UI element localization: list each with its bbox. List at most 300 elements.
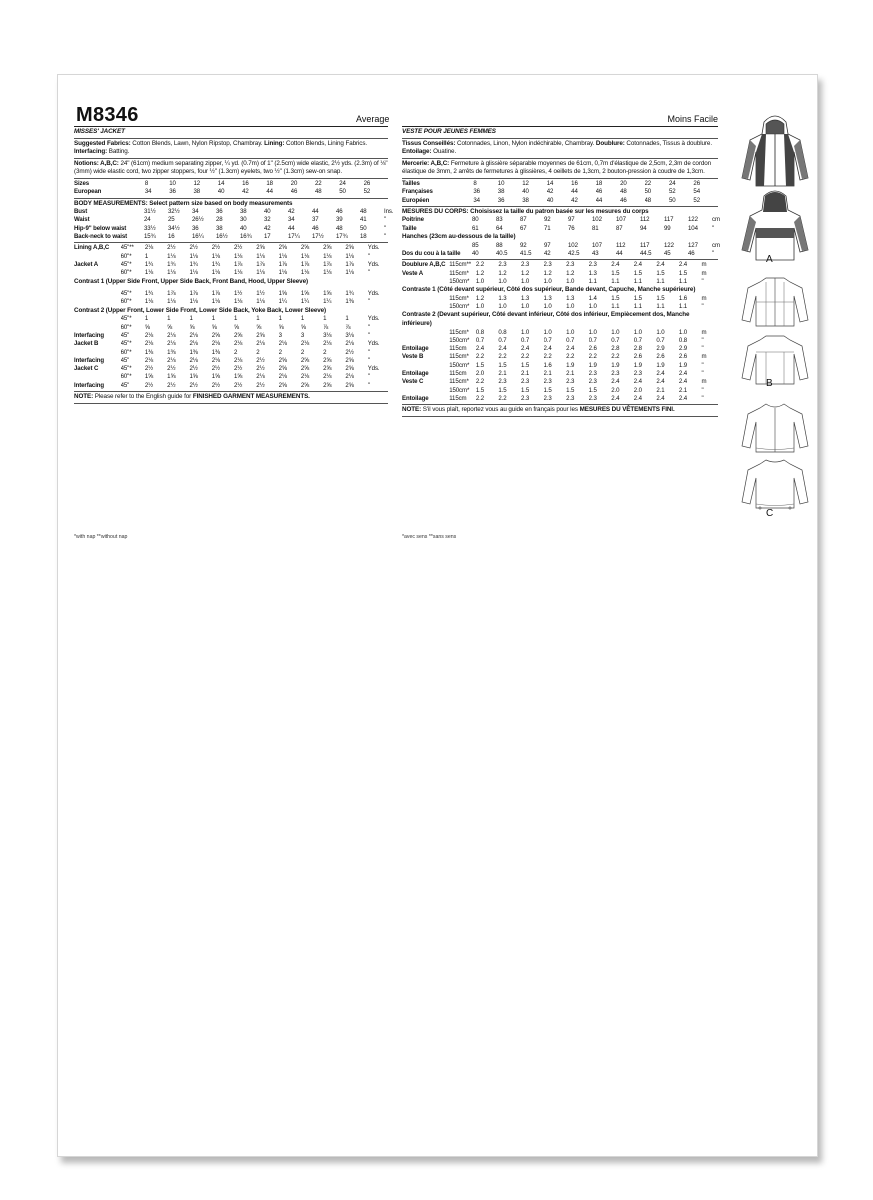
table-cell: 42.5	[568, 249, 580, 257]
table-row	[74, 233, 404, 241]
table-row	[74, 208, 404, 216]
table-cell: Yds.	[367, 260, 380, 268]
table-cell: 1.1	[656, 277, 665, 285]
table-row	[402, 225, 732, 233]
table-cell: cm	[712, 241, 720, 249]
table-cell: 1¾	[211, 260, 220, 268]
french-title: VESTE POUR JEUNES FEMMES	[402, 128, 496, 135]
table-cell: 1.1	[588, 277, 597, 285]
table-cell: 2.2	[566, 353, 575, 361]
table-cell: 1⅛	[211, 252, 220, 260]
table-cell: 54	[693, 188, 700, 196]
english-notions: Notions: A,B,C: 24" (61cm) medium separating zipper, ¼ yd. (0.7m) of 1" (2.5cm) wide elastic, 2½ yds. (2.3m) of ⅛" (3mm) wide elastic cord, two zipper stoppers, four ½" (1.3cm) eyelets, two ½" (1.3cm) sew-on snap.	[74, 159, 388, 176]
french-note: NOTE: S'il vous plaît, reportez vous au guide en français pour les MESURES DU VÊTEMENTS FINI.	[402, 406, 675, 414]
view-label-b: B	[766, 378, 773, 389]
table-cell: 2⅛	[167, 356, 176, 364]
table-row	[402, 188, 718, 196]
table-cell: "	[367, 323, 370, 331]
table-cell: 1.0	[520, 303, 530, 311]
table-cell: 2½	[189, 244, 198, 252]
table-cell: 1⅛	[167, 269, 176, 277]
table-cell: 60"*	[120, 323, 132, 331]
table-cell: m	[701, 294, 707, 302]
table-cell: 2½	[234, 244, 243, 252]
table-cell: 2½	[211, 244, 220, 252]
table-cell: 2	[300, 348, 305, 356]
table-cell: 1⅜	[211, 348, 220, 356]
table-cell: 16¼	[192, 233, 204, 241]
table-row	[74, 332, 388, 340]
table-cell: 2.2	[498, 394, 507, 402]
table-row	[74, 298, 388, 306]
table-cell: 1⅜	[345, 298, 354, 306]
table-cell: 37	[312, 216, 319, 224]
table-row	[74, 188, 388, 196]
table-cell: 2.4	[633, 378, 642, 386]
row-label: Tailles	[402, 179, 420, 187]
table-cell: 150cm*	[449, 361, 470, 369]
table-cell: 1.0	[498, 303, 507, 311]
table-cell: 2.3	[588, 261, 597, 269]
table-cell: 1⅛	[211, 298, 220, 306]
table-cell: 1.5	[633, 269, 642, 277]
table-cell: 2.0	[633, 386, 642, 394]
table-cell: "	[701, 386, 704, 394]
row-label	[402, 387, 449, 395]
table-cell: 1.1	[678, 277, 688, 285]
table-cell: 2.3	[588, 369, 597, 377]
row-label	[74, 349, 121, 357]
table-cell: 2.2	[475, 394, 485, 402]
table-cell: 0.7	[588, 336, 597, 344]
table-cell: "	[701, 345, 704, 353]
table-cell: 1.0	[566, 328, 575, 336]
divider	[74, 138, 388, 139]
table-cell: 2.3	[543, 394, 552, 402]
table-cell: 38	[193, 188, 201, 196]
table-cell: 115cm	[449, 394, 467, 402]
table-row	[402, 261, 718, 269]
table-cell: 2⅝	[256, 331, 265, 339]
table-row	[402, 278, 718, 286]
header-rule-french	[402, 126, 718, 127]
table-cell: 1⅞	[234, 260, 243, 268]
table-cell: 2.3	[566, 394, 575, 402]
table-cell: 45"*	[120, 365, 132, 373]
table-cell: 34	[288, 216, 295, 224]
table-row	[402, 329, 718, 337]
table-cell: 2⅛	[278, 340, 287, 348]
table-cell: 42	[288, 208, 295, 216]
table-cell: 2½	[144, 365, 154, 373]
table-cell: 2⅝	[211, 331, 220, 339]
table-cell: 45"	[120, 356, 130, 364]
french-contrast1-table	[402, 295, 718, 312]
table-cell: 1.3	[566, 294, 575, 302]
english-note: NOTE: Please refer to the English guide for FINISHED GARMENT MEASUREMENTS.	[74, 392, 310, 400]
table-cell: m	[701, 378, 707, 386]
table-cell: "	[367, 381, 370, 389]
table-cell: 48	[620, 188, 627, 196]
table-cell: "	[367, 348, 370, 356]
table-cell: 1⅛	[144, 298, 154, 306]
table-cell: 44	[288, 224, 295, 232]
table-cell: 16½	[216, 233, 228, 241]
table-cell: 38	[240, 208, 247, 216]
table-cell: 2.4	[656, 378, 665, 386]
table-cell: 1⅛	[167, 298, 176, 306]
table-cell: 1½	[256, 290, 265, 298]
table-cell: 2.9	[678, 345, 688, 353]
table-row	[74, 373, 388, 381]
table-cell: 1⅝	[211, 373, 220, 381]
table-cell: 1.5	[611, 294, 620, 302]
table-cell: 1⅞	[345, 260, 354, 268]
table-cell: 42	[571, 196, 578, 204]
row-label: Waist	[74, 216, 90, 224]
table-cell: 1.5	[520, 361, 530, 369]
table-row	[74, 269, 388, 277]
table-cell: "	[701, 336, 704, 344]
english-column	[74, 128, 394, 405]
table-cell: 1⅝	[300, 290, 310, 298]
table-cell: 1.0	[678, 328, 688, 336]
row-label: Interfacing	[74, 381, 105, 389]
row-label: Lining A,B,C	[74, 244, 110, 252]
jacket-b-front-illustration	[740, 274, 810, 330]
table-cell: "	[701, 369, 704, 377]
table-cell: 34½	[168, 224, 180, 232]
row-label: Jacket C	[74, 365, 99, 373]
table-cell: 2.0	[475, 369, 485, 377]
table-cell: ⅝	[234, 323, 239, 331]
table-cell: 2½	[167, 244, 176, 252]
table-cell: 2.2	[498, 353, 507, 361]
table-cell: 2⅝	[278, 244, 287, 252]
table-cell: 117	[664, 216, 674, 224]
row-label: Jacket A	[74, 260, 99, 268]
table-cell: ⅝	[189, 323, 195, 331]
table-cell: 50	[339, 188, 346, 196]
table-cell: 44	[571, 188, 578, 196]
table-cell: 117	[640, 241, 650, 249]
row-label	[74, 269, 121, 277]
table-cell: 2⅛	[300, 340, 310, 348]
table-cell: 1⅜	[167, 348, 176, 356]
table-cell: 1.1	[611, 277, 620, 285]
table-cell: 3	[278, 331, 282, 339]
table-cell: 71	[544, 224, 551, 232]
table-row	[74, 349, 388, 357]
table-row	[74, 225, 404, 233]
table-cell: 1.5	[543, 386, 552, 394]
table-cell: 1.6	[678, 294, 688, 302]
table-cell: 2.2	[588, 353, 597, 361]
table-cell: 2.4	[678, 394, 688, 402]
table-cell: 1.0	[475, 303, 485, 311]
table-row	[74, 244, 388, 252]
table-cell: 1.6	[543, 361, 552, 369]
difficulty-english: Average	[356, 114, 390, 124]
row-label	[402, 278, 449, 286]
table-cell: 2½	[345, 348, 354, 356]
table-cell: 48	[314, 188, 322, 196]
table-cell: 2⅛	[300, 373, 310, 381]
table-cell: 1¼	[323, 298, 332, 306]
english-contrast1-table	[74, 290, 388, 307]
table-cell: 2⅛	[189, 340, 198, 348]
row-label: Taille	[402, 224, 417, 232]
table-row	[402, 250, 732, 258]
table-cell: 3⅛	[323, 331, 332, 339]
table-cell: 1.0	[611, 328, 620, 336]
table-cell: 2.3	[588, 378, 597, 386]
table-cell: 18	[266, 179, 273, 187]
table-cell: 1.5	[656, 269, 665, 277]
table-cell: 2.3	[498, 378, 507, 386]
table-cell: 2½	[144, 381, 154, 389]
table-cell: "	[367, 298, 370, 306]
table-cell: 1.1	[678, 303, 688, 311]
table-cell: 45"	[120, 381, 130, 389]
table-cell: 1	[256, 315, 260, 323]
jacket-c-back-illustration	[740, 456, 810, 512]
table-cell: 1.5	[475, 386, 485, 394]
row-label: Veste A	[402, 269, 424, 277]
table-cell: 2⅝	[300, 356, 310, 364]
table-cell: 1	[189, 315, 193, 323]
table-cell: 1⅛	[211, 269, 220, 277]
table-cell: 1⅛	[256, 252, 265, 260]
table-cell: 2⅝	[323, 244, 332, 252]
table-cell: 20	[290, 179, 298, 187]
table-cell: 26	[363, 179, 371, 187]
table-cell: 2⅛	[189, 356, 198, 364]
table-cell: 2.4	[656, 369, 665, 377]
table-cell: 2½	[234, 365, 243, 373]
table-cell: 48	[336, 224, 343, 232]
table-cell: 1.0	[588, 303, 597, 311]
table-cell: ⅞	[323, 323, 329, 331]
french-contrast2-heading: Contraste 2 (Devant supérieur, Côté devant inférieur, Côté dos inférieur, Empiècement dos, Manche inférieure)	[402, 311, 690, 327]
table-cell: 112	[640, 216, 650, 224]
table-cell: 1⅞	[278, 260, 287, 268]
table-row	[402, 270, 718, 278]
english-sizes-table	[74, 180, 388, 197]
divider	[402, 158, 718, 159]
table-cell: 44.5	[640, 249, 652, 257]
table-cell: 17½	[312, 233, 324, 241]
table-cell: 2⅝	[278, 381, 287, 389]
table-cell: 1⅝	[234, 373, 243, 381]
table-cell: 2⅛	[144, 331, 154, 339]
table-cell: "	[367, 252, 370, 260]
table-row	[74, 290, 388, 298]
table-cell: 85	[472, 241, 479, 249]
table-cell: 33½	[144, 224, 156, 232]
table-cell: 2.3	[520, 261, 530, 269]
row-label: Interfacing	[74, 331, 105, 339]
table-cell: 38	[497, 188, 505, 196]
table-cell: 10	[497, 179, 505, 187]
table-row	[74, 324, 388, 332]
table-cell: 1.0	[543, 277, 552, 285]
table-cell: 40	[240, 224, 247, 232]
table-cell: 14	[217, 179, 225, 187]
divider	[402, 206, 718, 207]
table-cell: 44	[616, 249, 623, 257]
row-label: Dos du cou à la taille	[402, 249, 461, 257]
table-cell: 36	[473, 188, 480, 196]
table-cell: 2⅛	[167, 340, 176, 348]
table-cell: 1⅞	[256, 260, 265, 268]
row-label	[402, 362, 449, 370]
table-cell: 45"**	[120, 244, 134, 252]
table-cell: 14	[546, 179, 554, 187]
table-cell: ⅝	[167, 323, 173, 331]
table-cell: 1.2	[475, 294, 485, 302]
table-cell: 2.1	[678, 386, 688, 394]
table-cell: 28	[216, 216, 223, 224]
table-cell: 115cm*	[449, 378, 469, 386]
row-label	[402, 337, 449, 345]
table-cell: 32	[264, 216, 271, 224]
table-cell: 2.2	[611, 353, 620, 361]
table-cell: 2.1	[498, 369, 507, 377]
table-cell: 46	[688, 249, 695, 257]
table-cell: 2.6	[656, 353, 665, 361]
table-cell: 1⅜	[144, 348, 154, 356]
table-cell: 80	[472, 216, 479, 224]
table-cell: ⅝	[300, 323, 306, 331]
table-cell: 1⅛	[345, 269, 354, 277]
table-cell: 2⅛	[211, 340, 220, 348]
table-cell: "	[367, 269, 370, 277]
table-cell: 1.0	[566, 303, 575, 311]
table-cell: 0.7	[633, 336, 642, 344]
table-row	[402, 242, 732, 250]
table-row	[402, 295, 718, 303]
table-cell: 1	[234, 315, 238, 323]
table-row	[74, 315, 388, 323]
table-cell: 26	[693, 179, 700, 187]
table-cell: 38	[522, 196, 529, 204]
table-cell: 36	[216, 208, 223, 216]
table-cell: 45"*	[120, 340, 132, 348]
english-body-measurements-heading: BODY MEASUREMENTS: Select pattern size based on body measurements	[74, 199, 293, 207]
table-cell: 1¼	[278, 298, 287, 306]
table-cell: 2.0	[611, 386, 620, 394]
table-cell: 1.9	[678, 361, 688, 369]
table-cell: 1⅛	[256, 298, 265, 306]
row-label	[74, 298, 121, 306]
table-cell: 2.2	[520, 353, 530, 361]
divider	[74, 242, 388, 243]
row-label: European	[74, 188, 102, 196]
table-cell: 22	[314, 179, 322, 187]
table-cell: 2.4	[475, 345, 485, 353]
table-row	[402, 216, 732, 224]
table-cell: 2.3	[588, 394, 597, 402]
table-cell: 1.5	[678, 269, 688, 277]
table-cell: 1⅛	[345, 252, 354, 260]
table-row	[402, 395, 718, 403]
table-cell: 115cm	[449, 369, 467, 377]
table-cell: 1	[278, 315, 282, 323]
french-hip-table	[402, 242, 732, 259]
table-cell: 60"*	[120, 348, 132, 356]
table-cell: 1.2	[566, 269, 575, 277]
french-body-measurements-heading: MESURES DU CORPS: Choisissez la taille du patron basée sur les mesures du corps	[402, 207, 649, 215]
table-cell: 2.6	[678, 353, 688, 361]
table-cell: 2.2	[475, 353, 485, 361]
table-row	[402, 387, 718, 395]
table-cell: 10	[169, 179, 176, 187]
table-cell: 1.3	[588, 269, 597, 277]
table-cell: 87	[520, 216, 527, 224]
table-cell: 0.7	[498, 336, 507, 344]
table-cell: 2.4	[566, 345, 575, 353]
table-cell: 1.5	[566, 386, 575, 394]
table-cell: 1.0	[543, 303, 552, 311]
table-cell: 1.9	[633, 361, 642, 369]
table-cell: Yds.	[367, 290, 380, 298]
jacket-c-front-illustration	[740, 400, 810, 456]
table-cell: 1.0	[633, 328, 642, 336]
table-cell: 112	[616, 241, 626, 249]
table-cell: 1.1	[633, 303, 642, 311]
table-cell: 1.5	[611, 269, 620, 277]
table-cell: 1	[211, 315, 216, 323]
table-cell: 2⅛	[345, 340, 354, 348]
english-title: MISSES' JACKET	[74, 128, 125, 135]
table-cell: 46	[620, 196, 627, 204]
row-label: Européen	[402, 196, 430, 204]
table-cell: 1.9	[566, 361, 575, 369]
row-label: Poitrine	[402, 216, 424, 224]
table-cell: Yds.	[367, 365, 380, 373]
table-cell: 52	[363, 188, 371, 196]
pattern-number: M8346	[76, 104, 139, 126]
table-cell: 1.2	[543, 269, 552, 277]
table-cell: 2½	[256, 381, 265, 389]
table-cell: 150cm*	[449, 277, 470, 285]
table-cell: 17¼	[288, 233, 300, 241]
table-cell: 50	[360, 224, 367, 232]
view-label-c: C	[766, 508, 774, 519]
table-cell: 46	[312, 224, 319, 232]
table-cell: 2⅝	[345, 244, 354, 252]
table-cell: 60"*	[120, 252, 132, 260]
table-cell: 1	[144, 252, 149, 260]
table-cell: 2.8	[611, 345, 620, 353]
table-cell: 76	[568, 224, 575, 232]
english-footnote: *with nap **without nap	[74, 534, 128, 540]
table-cell: 0.7	[520, 336, 530, 344]
table-cell: 22	[644, 179, 652, 187]
table-cell: 1	[167, 315, 171, 323]
table-cell: 115cm*	[449, 353, 469, 361]
table-cell: 45"*	[120, 260, 132, 268]
table-cell: 46	[336, 208, 343, 216]
table-row	[402, 197, 718, 205]
table-cell: 2.4	[678, 378, 688, 386]
table-cell: cm	[712, 216, 720, 224]
table-cell: 1.9	[656, 361, 665, 369]
divider	[74, 158, 388, 159]
table-cell: 2⅛	[189, 331, 198, 339]
table-cell: 115cm*	[449, 294, 469, 302]
